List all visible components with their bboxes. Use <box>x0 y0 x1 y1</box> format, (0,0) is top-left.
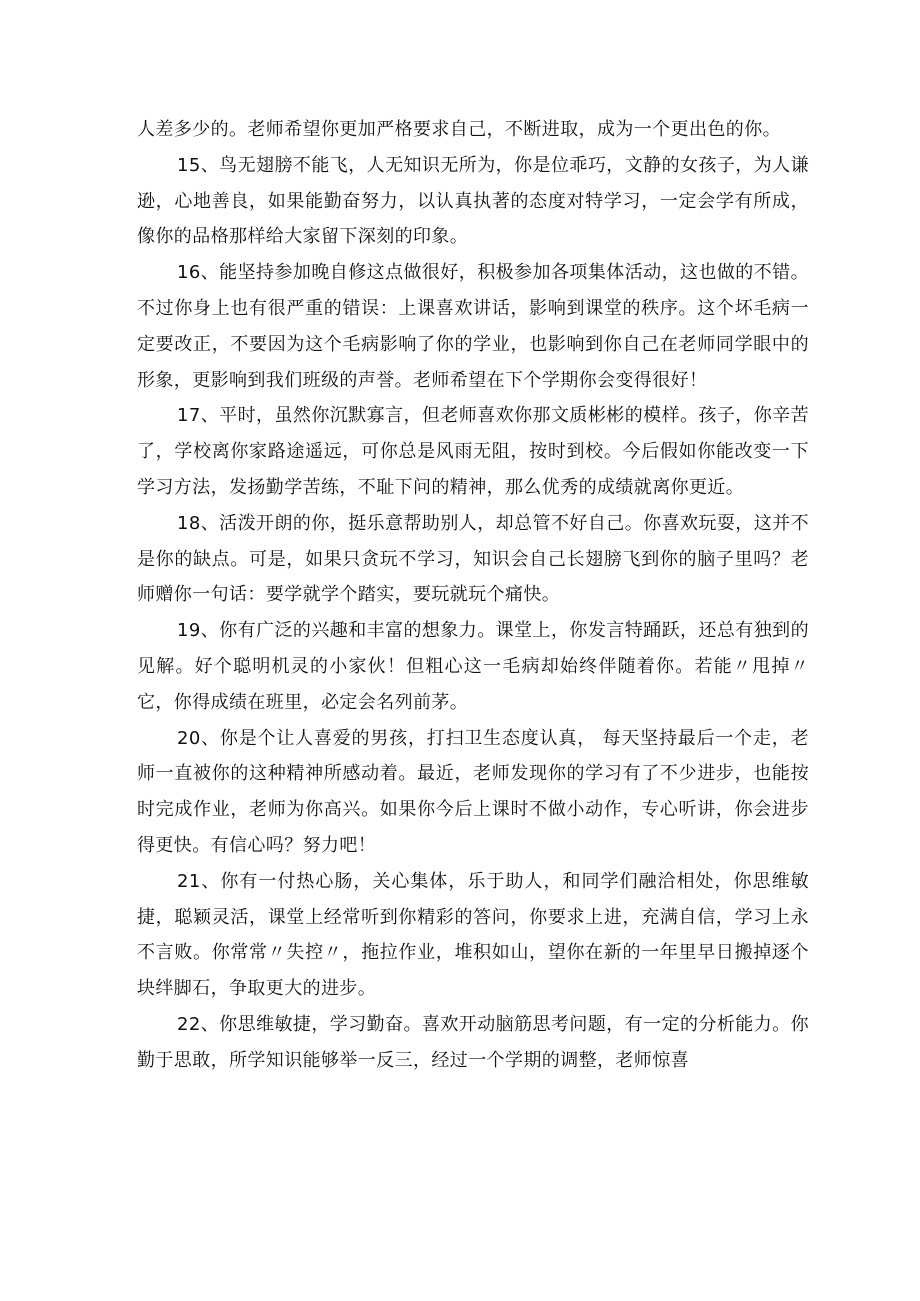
paragraph-20: 20、你是个让人喜爱的男孩，打扫卫生态度认真， 每天坚持最后一个走，老师一直被你的这种精神所感动着。最近，老师发现你的学习有了不少进步，也能按时完成作业，老师为你高兴。如果你今后上课时不做小动作，专心听讲，你会进步得更快。有信心吗？努力吧！ <box>137 727 809 856</box>
paragraph-19: 19、你有广泛的兴趣和丰富的想象力。课堂上，你发言特踊跃，还总有独到的见解。好个聪明机灵的小家伙！但粗心这一毛病却始终伴随着你。若能〃甩掉〃它，你得成绩在班里，必定会名列前茅。 <box>137 620 809 713</box>
paragraph-continuation: 人差多少的。老师希望你更加严格要求自己，不断进取，成为一个更出色的你。 <box>137 119 781 140</box>
paragraph-15: 15、鸟无翅膀不能飞，人无知识无所为，你是位乖巧，文静的女孩子，为人谦逊，心地善良，如果能勤奋努力，以认真执著的态度对特学习，一定会学有所成，像你的品格那样给大家留下深刻的印象。 <box>137 154 809 248</box>
paragraph-18: 18、活泼开朗的你，挺乐意帮助别人，却总管不好自己。你喜欢玩耍，这并不是你的缺点。可是，如果只贪玩不学习，知识会自己长翅膀飞到你的脑子里吗？老师赠你一句话：要学就学个踏实，要玩就玩个痛快。 <box>137 512 809 606</box>
paragraph-22: 22、你思维敏捷，学习勤奋。喜欢开动脑筋思考问题，有一定的分析能力。你勤于思敢，所学知识能够举一反三，经过一个学期的调整，老师惊喜 <box>137 1013 809 1071</box>
paragraph-21: 21、你有一付热心肠，关心集体，乐于助人，和同学们融洽相处，你思维敏捷，聪颖灵活，课堂上经常听到你精彩的答问，你要求上进，充满自信，学习上永不言败。你常常〃失控〃，拖拉作业，堆积如山，望你在新的一年里早日搬掉逐个块绊脚石，争取更大的进步。 <box>137 870 809 1000</box>
document-page <box>137 112 809 1079</box>
paragraph-17: 17、平时，虽然你沉默寡言，但老师喜欢你那文质彬彬的模样。孩子，你辛苦了，学校离你家路途遥远，可你总是风雨无阻，按时到校。今后假如你能改变一下学习方法，发扬勤学苦练，不耻下问的精神，那么优秀的成绩就离你更近。 <box>137 405 809 498</box>
paragraph-16: 16、能坚持参加晚自修这点做很好，积极参加各项集体活动，这也做的不错。不过你身上也有很严重的错误：上课喜欢讲话，影响到课堂的秩序。这个坏毛病一定要改正，不要因为这个毛病影响了你的学业，也影响到你自己在老师同学眼中的形象，更影响到我们班级的声誉。老师希望在下个学期你会变得很好！ <box>137 262 809 391</box>
